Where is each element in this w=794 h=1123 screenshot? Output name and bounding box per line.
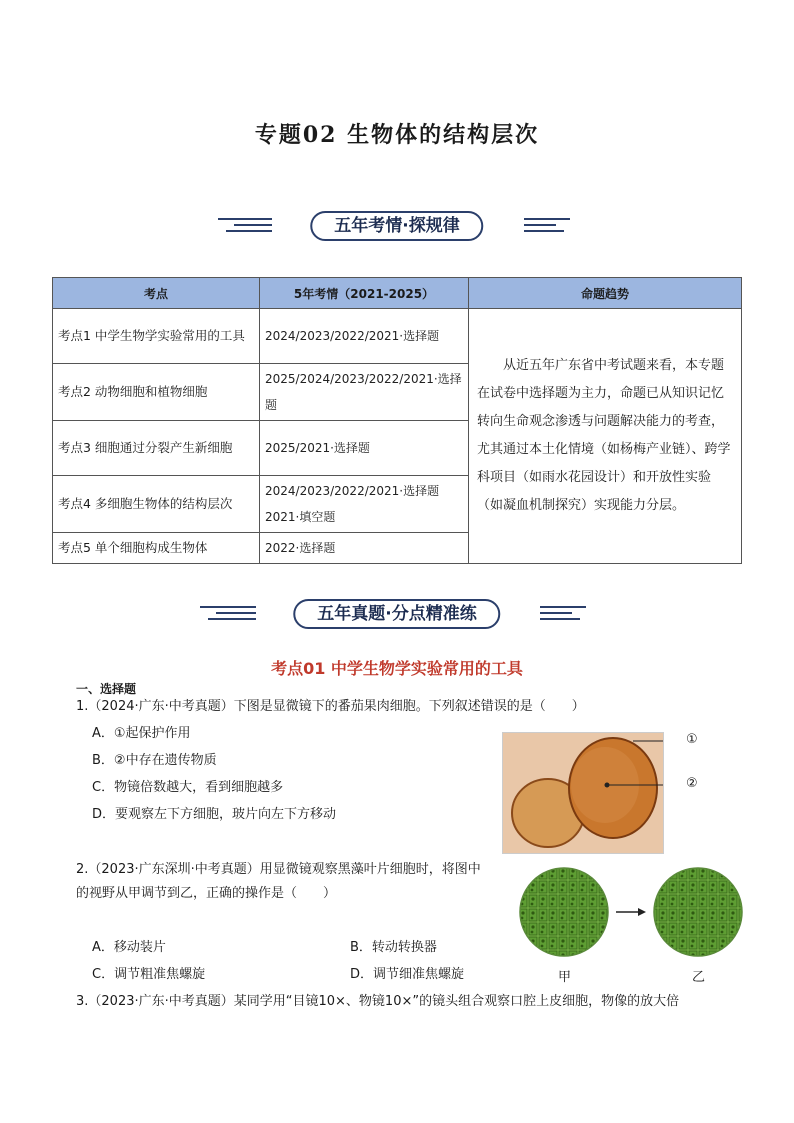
q1-option-a[interactable]: A．①起保护作用 — [92, 726, 191, 741]
hydrilla-view-diagram — [518, 866, 744, 962]
section-banner-1 — [0, 209, 794, 243]
banner-label: 五年考情·探规律 — [310, 211, 483, 241]
label-2: ② — [686, 776, 698, 791]
label-1: ① — [686, 732, 698, 747]
table-header-point: 考点 — [53, 278, 260, 309]
q1-option-c[interactable]: C．物镜倍数越大，看到细胞越多 — [92, 780, 284, 795]
kaodian-heading: 考点01 中学生物学实验常用的工具 — [271, 659, 523, 678]
banner-label: 五年真题·分点精准练 — [293, 599, 500, 629]
row-point: 考点5 单个细胞构成生物体 — [53, 533, 260, 564]
section-banner-2 — [0, 597, 794, 631]
row-years: 2025/2021·选择题 — [260, 421, 469, 476]
question-2-stem-line1: 2.（2023·广东深圳·中考真题）用显微镜观察黑藻叶片细胞时，将图中 — [76, 862, 481, 877]
trend-text: 从近五年广东省中考试题来看，本专题在试卷中选择题为主力，命题已从知识记忆转向生命观念渗透与问题解决能力的考查，尤其通过本土化情境（如杨梅产业链）、跨学科项目（如雨水花园设计）和开放性实验（如凝血机制探究）实现能力分层。 — [469, 309, 742, 564]
q1-option-b[interactable]: B．②中存在遗传物质 — [92, 753, 217, 768]
row-point: 考点3 细胞通过分裂产生新细胞 — [53, 421, 260, 476]
q2-option-b[interactable]: B．转动转换器 — [350, 940, 437, 955]
row-years: 2024/2023/2022/2021·选择题 — [260, 309, 469, 364]
q1-option-d[interactable]: D．要观察左下方细胞，玻片向左下方移动 — [92, 807, 337, 822]
question-3-stem: 3.（2023·广东·中考真题）某同学用“目镜10×、物镜10×”的镜头组合观察口腔上皮细胞，物像的放大倍 — [76, 994, 680, 1009]
q2-option-d[interactable]: D．调节细准焦螺旋 — [350, 967, 465, 982]
q2-option-a[interactable]: A．移动装片 — [92, 940, 166, 955]
hydrilla-cells-image — [518, 866, 744, 962]
row-years: 2022·选择题 — [260, 533, 469, 564]
exam-overview-table — [52, 277, 742, 564]
table-header-years: 5年考情（2021-2025） — [260, 278, 469, 309]
label-jia: 甲 — [558, 970, 572, 985]
row-point: 考点1 中学生物学实验常用的工具 — [53, 309, 260, 364]
row-point: 考点4 多细胞生物体的结构层次 — [53, 476, 260, 533]
row-years: 2024/2023/2022/2021·选择题 2021·填空题 — [260, 476, 469, 533]
question-2-stem-line2: 的视野从甲调节到乙，正确的操作是（ ） — [76, 886, 337, 901]
row-years: 2025/2024/2023/2022/2021·选择题 — [260, 364, 469, 421]
page-title: 专题02 生物体的结构层次 — [254, 122, 540, 148]
tomato-cell-image — [502, 732, 664, 854]
table-header-trend: 命题趋势 — [469, 278, 742, 309]
table-row — [53, 309, 742, 364]
tomato-cell-micrograph — [502, 732, 662, 852]
label-yi: 乙 — [692, 970, 706, 985]
question-1-stem: 1.（2024·广东·中考真题）下图是显微镜下的番茄果肉细胞。下列叙述错误的是（ ） — [76, 699, 585, 714]
row-point: 考点2 动物细胞和植物细胞 — [53, 364, 260, 421]
q2-option-c[interactable]: C．调节粗准焦螺旋 — [92, 967, 206, 982]
section-label: 一、选择题 — [76, 682, 137, 696]
